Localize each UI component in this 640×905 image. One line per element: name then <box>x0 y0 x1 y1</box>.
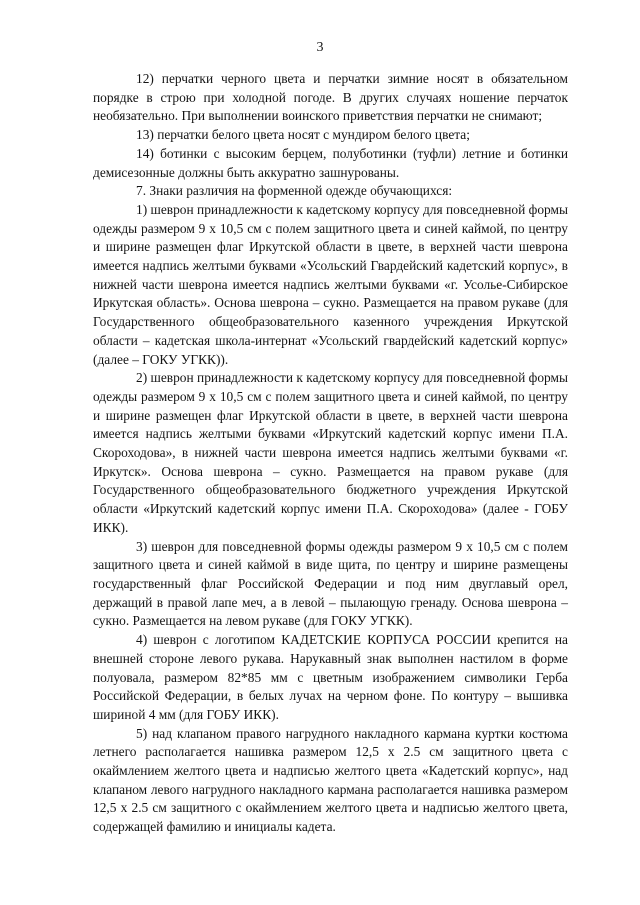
paragraph-chevron-2: 2) шеврон принадлежности к кадетскому корпусу для повседневной формы одежды размером 9 x 10,5 см с полем защитного цвета и синей каймой, по центру и ширине размещен флаг Иркутской области в цвете, в верхней части шеврона имеется надпись желтыми буквами «Иркутский кадетский корпус имени П.А. Скороходова», в нижней части шеврона имеется надпись желтыми буквами «г. Иркутск». Основа шеврона – сукно. Размещается на правом рукаве (для Государственного общеобразовательного бюджетного учреждения Иркутской области «Иркутский кадетский корпус имени П.А. Скороходова» (далее - ГОБУ ИКК). <box>93 370 568 535</box>
paragraph-gloves-white: 13) перчатки белого цвета носят с мундиром белого цвета; <box>136 127 470 143</box>
paragraph-gloves-black: 12) перчатки черного цвета и перчатки зимние носят в обязательном порядке в строю при холодной погоде. В других случаях ношение перчаток необязательно. При выполнении воинского приветствия перчатки не снимают; <box>93 71 568 124</box>
document-body <box>93 70 568 837</box>
paragraph-patch-5: 5) над клапаном правого нагрудного накладного кармана куртки костюма летнего располагается нашивка размером 12,5 x 2.5 см защитного цвета с окаймлением желтого цвета и надписью желтого цвета «Кадетский корпус», над клапаном левого нагрудного накладного кармана располагается нашивка размером 12,5 x 2.5 см защитного с окаймлением желтого цвета и надписью желтого цвета, содержащей фамилию и инициалы кадета. <box>93 725 568 835</box>
paragraph-boots: 14) ботинки с высоким берцем, полуботинки (туфли) летние и ботинки демисезонные должны быть аккуратно зашнурованы. <box>93 145 568 180</box>
paragraph-chevron-1: 1) шеврон принадлежности к кадетскому корпусу для повседневной формы одежды размером 9 x 10,5 см с полем защитного цвета и синей каймой, по центру и ширине размещен флаг Иркутской области в цвете, в верхней части шеврона имеется надпись желтыми буквами «Усольский Гвардейский кадетский корпус», в нижней части шеврона имеется надпись желтыми буквами «г. Усолье-Сибирское Иркутская область». Основа шеврона – сукно. Размещается на правом рукаве (для Государственного общеобразовательного казенного учреждения Иркутской области – кадетская школа-интернат «Усольский гвардейский кадетский корпус» (далее – ГОКУ УГКК)). <box>93 201 568 367</box>
paragraph-chevron-4: 4) шеврон с логотипом КАДЕТСКИЕ КОРПУСА РОССИИ крепится на внешней стороне левого рукава. Нарукавный знак выполнен настилом в форме полуовала, размером 82*85 мм с цветным изображением символики Герба Российской Федерации, в белых лучах на черном фоне. По контуру – вышивка шириной 4 мм (для ГОБУ ИКК). <box>93 632 568 722</box>
section-heading-insignia: 7. Знаки различия на форменной одежде обучающихся: <box>136 183 453 199</box>
page-number: 3 <box>316 40 324 55</box>
paragraph-chevron-3: 3) шеврон для повседневной формы одежды размером 9 x 10,5 см с полем защитного цвета и синей каймой в виде щита, по центру и ширине размещены государственный флаг Российской Федерации и под ним двуглавый орел, держащий в правой лапе меч, а в левой – пылающую гренаду. Основа шеврона – сукно. Размещается на левом рукаве (для ГОКУ УГКК). <box>93 538 568 629</box>
